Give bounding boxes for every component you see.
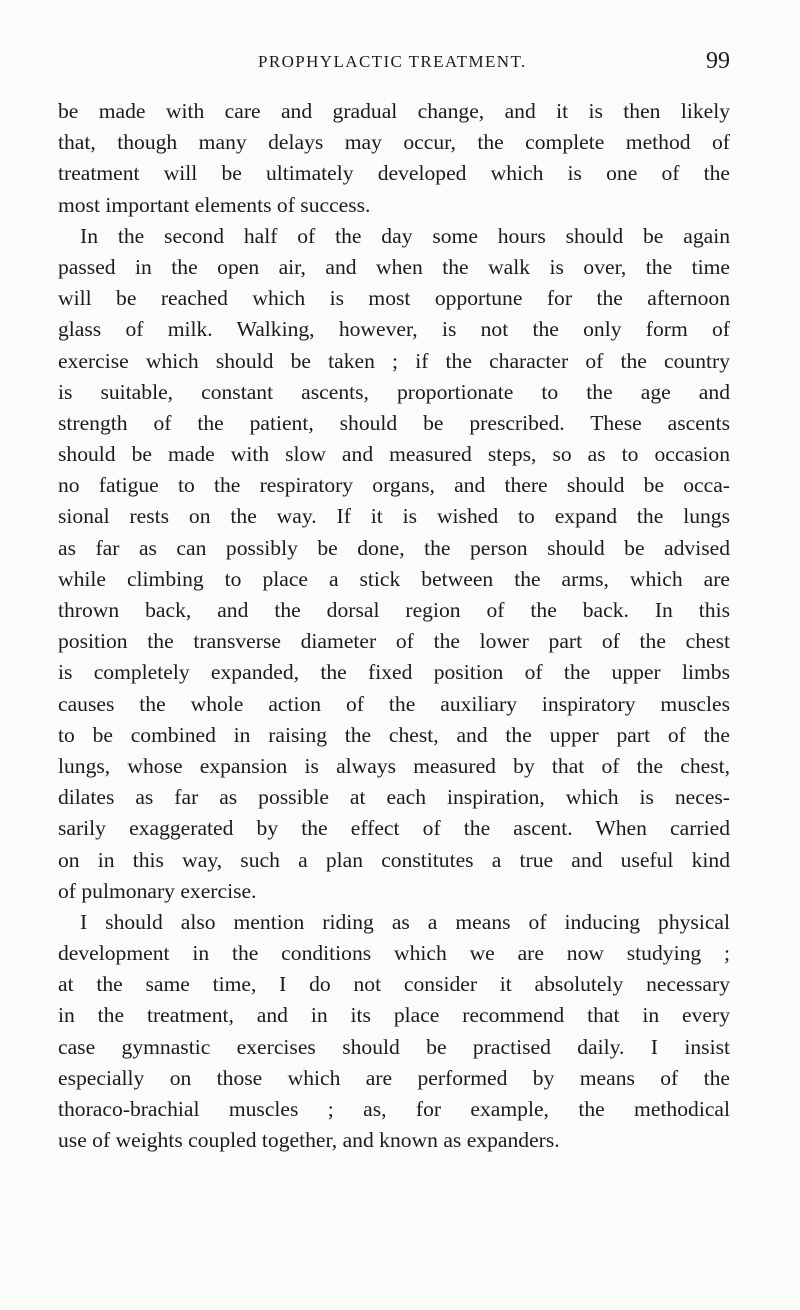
text-line: passed in the open air, and when the walk is over, the time xyxy=(58,254,730,279)
text-line: while climbing to place a stick between the arms, which are xyxy=(58,566,730,591)
text-line: case gymnastic exercises should be practised daily. I insist xyxy=(58,1034,730,1059)
text-line: causes the whole action of the auxiliary inspiratory muscles xyxy=(58,691,730,716)
text-line: sional rests on the way. If it is wished to expand the lungs xyxy=(58,504,730,529)
text-line: in the treatment, and in its place recommend that in every xyxy=(58,1003,730,1028)
text-line: position the transverse diameter of the lower part of the chest xyxy=(58,629,730,654)
text-line: development in the conditions which we are now studying ; xyxy=(58,941,730,966)
text-line: to be combined in raising the chest, and the upper part of the xyxy=(58,722,730,747)
text-line: is completely expanded, the fixed position of the upper limbs xyxy=(58,660,730,685)
running-head xyxy=(58,48,730,82)
text-line: dilates as far as possible at each inspiration, which is neces- xyxy=(58,785,730,810)
text-line: I should also mention riding as a means of inducing physical xyxy=(80,909,730,934)
text-line: is suitable, constant ascents, proportionate to the age and xyxy=(58,379,730,404)
text-line: will be reached which is most opportune for the afternoon xyxy=(58,286,730,311)
body-text xyxy=(58,96,730,1156)
text-line: on in this way, such a plan constitutes a true and useful kind xyxy=(58,847,730,872)
paragraph xyxy=(58,221,730,907)
paragraph xyxy=(58,907,730,1157)
text-line: should be made with slow and measured steps, so as to occasion xyxy=(58,442,730,467)
text-line: exercise which should be taken ; if the character of the country xyxy=(58,348,730,373)
text-line: glass of milk. Walking, however, is not the only form of xyxy=(58,317,730,342)
text-line: thoraco-brachial muscles ; as, for example, the methodical xyxy=(58,1097,730,1121)
text-line: thrown back, and the dorsal region of the back. In this xyxy=(58,598,730,622)
text-line: most important elements of success. xyxy=(58,192,371,217)
text-line: lungs, whose expansion is always measured by that of the chest, xyxy=(58,753,730,778)
text-line: especially on those which are performed by means of the xyxy=(58,1065,730,1090)
text-line: at the same time, I do not consider it absolutely necessary xyxy=(58,972,730,997)
text-line: of pulmonary exercise. xyxy=(58,878,257,903)
text-line: sarily exaggerated by the effect of the ascent. When carried xyxy=(58,816,730,841)
page-number: 99 xyxy=(706,48,730,74)
text-line: strength of the patient, should be prescribed. These ascents xyxy=(58,410,730,435)
running-title: PROPHYLACTIC TREATMENT. xyxy=(258,52,527,71)
text-line: treatment will be ultimately developed which is one of the xyxy=(58,161,730,186)
paragraph xyxy=(58,96,730,221)
text-line: no fatigue to the respiratory organs, and there should be occa- xyxy=(58,473,730,498)
text-line: be made with care and gradual change, and it is then likely xyxy=(58,99,730,123)
text-line: In the second half of the day some hours should be again xyxy=(80,223,730,248)
text-line: that, though many delays may occur, the complete method of xyxy=(58,130,730,155)
text-line: as far as can possibly be done, the person should be advised xyxy=(58,535,730,560)
text-line: use of weights coupled together, and known as expanders. xyxy=(58,1128,560,1153)
